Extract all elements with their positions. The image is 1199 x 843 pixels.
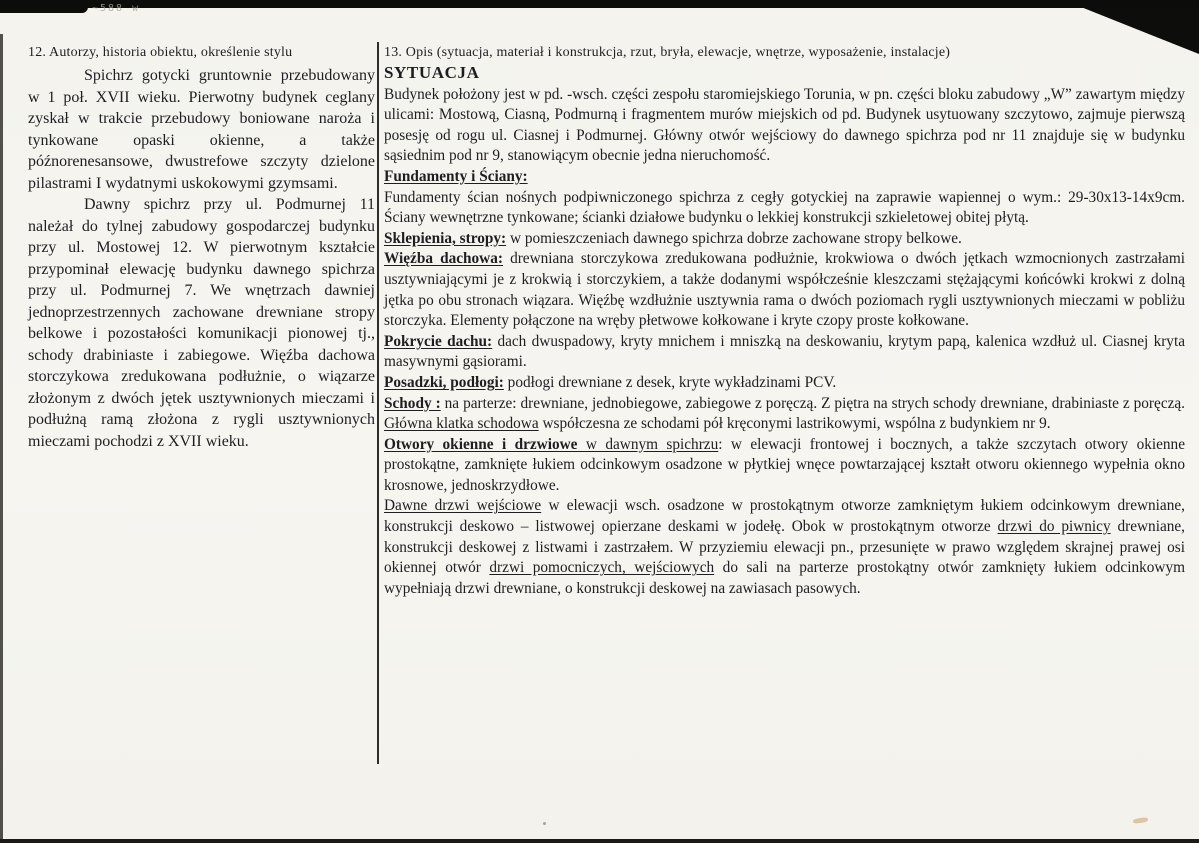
- section-label: Posadzki, podłogi:: [384, 373, 504, 391]
- text-run: współczesna ze schodami pół kręconymi lastrikowymi, wspólna z budynkiem nr 9.: [538, 415, 1051, 433]
- text-run: Fundamenty ścian nośnych podpiwniczonego spichrza z cegły gotyckiej na zaprawie wapiennej o wym.: 29-30x13-14x9cm. Ściany wewnętrzne tynkowane; ścianki działowe budynku o lekkiej konstrukcji szkieletowej obitej płytą.: [384, 188, 1185, 227]
- section-label: Sklepienia, stropy:: [384, 229, 507, 247]
- text-run: Główna klatka schodowa: [384, 415, 539, 433]
- paragraph: [384, 167, 1185, 188]
- section-13-header: 13. Opis (sytuacja, materiał i konstrukcja, rzut, bryła, elewacje, wnętrze, wyposażenie, instalacje): [384, 45, 951, 60]
- scan-edge-top: [0, 0, 1199, 8]
- text-run: drewniane, konstrukcji deskowej z listwami i zastrzałem. W przyziemiu elewacji pn., przesunięte w prawo względem skrajnej prawej osi okiennej otwór: [384, 518, 1185, 577]
- section-label: Otwory okienne i drzwiowe: [384, 435, 578, 453]
- section-label: Pokrycie dachu:: [384, 332, 493, 350]
- paragraph: [384, 332, 1185, 373]
- text-run: : w elewacji frontowej i bocznych, a także szczytach otwory okienne prostokątne, zamknięte łukiem odcinkowym osadzone w płytkiej wnęce powtarzającej kształt otworu okiennego wypełnia okno krosnowe, jednoskrzydłowe.: [384, 435, 1185, 494]
- paragraph: [384, 496, 1185, 599]
- scan-edge-bottom: [0, 839, 1199, 843]
- text-run: SYTUACJA: [384, 63, 480, 82]
- section-label: Schody :: [384, 394, 441, 412]
- pencil-annotation: ~588 w: [92, 3, 141, 14]
- text-run: w pomieszczeniach dawnego spichrza dobrze zachowane stropy belkowe.: [506, 229, 962, 247]
- text-run: Dawne drzwi wejściowe: [384, 497, 542, 515]
- paragraph: [384, 373, 1185, 394]
- section-label: Fundamenty i Ściany:: [384, 167, 528, 185]
- paragraph: [384, 249, 1185, 331]
- paragraph: Dawny spichrz przy ul. Podmurnej 11 należał do tylnej zabudowy gospodarczej budynku przy ul. Mostowej 12. W pierwotnym kształcie przypominał elewację budynku dawnego spichrza przy ul. Podmurnej 7. We wnętrzach dawniej jednoprzestrzennych zachowane drewniane stropy belkowe i pozostałości komunikacji pionowej tj., schody drabiniaste i zabiegowe. Więźba dachowa storczykowa zredukowana podłużnie, o wiązarze złożonym z dwóch jętek usztywnionych mieczami i podłużną ramą złożona z rygli usztywnionych mieczami pochodzi z XVII wieku.: [28, 196, 375, 450]
- section-label: Więźba dachowa:: [384, 250, 503, 268]
- scan-speck: [543, 822, 546, 825]
- section-12-header: 12. Autorzy, historia obiektu, określenie stylu: [28, 45, 293, 60]
- text-run: drzwi do piwnicy: [997, 518, 1111, 536]
- text-run: dach dwuspadowy, kryty mnichem i mniszką na deskowaniu, krytym papą, kalenica wzdłuż ul. Ciasnej kryta masywnymi gąsiorami.: [384, 332, 1185, 371]
- scan-edge-left: [0, 34, 3, 843]
- text-run: drewniana storczykowa zredukowana podłużnie, krokwiowa o dwóch jętkach wzmocnionych zastrzałami usztywniającymi je z krokwią i storczykiem, a także dodanymi współcześnie kleszczami stężającymi końcówki krokwi z dolną jętka po obu stronach wiązara. Więźbę wzdłużnie usztywnia rama o dwóch poziomach rygli usztywnionych mieczami w pobliżu storczyka. Elementy połączone na wręby płetwowe kołkowane i kryte czopy proste kołkowane.: [384, 250, 1185, 330]
- text-run: Budynek położony jest w pd. -wsch. części zespołu staromiejskiego Torunia, w pn. części bloku zabudowy „W” zawartym między ulicami: Mostową, Ciasną, Podmurną i fragmentem murów miejskich od pd. Budynek usytuowany szczytowo, zajmuje pierwszą posesję od rogu ul. Ciasnej i Podmurnej. Główny otwór wejściowy do dawnego spichrza pod nr 11 znajduje się w budynku sąsiednim pod nr 9, stanowiącym obecnie jedna nieruchomość.: [384, 85, 1185, 165]
- scan-smudge: [1133, 817, 1149, 824]
- text-run: podłogi drewniane z desek, kryte wykładzinami PCV.: [503, 373, 837, 391]
- text-run: do sali na parterze prostokątny otwór zamknięty łukiem odcinkowym wypełniają drzwi drewniane, o konstrukcji deskowej na zawiasach pasowych.: [384, 559, 1186, 597]
- paragraph: [384, 394, 1185, 435]
- column-divider-line: [377, 42, 379, 764]
- paragraph: [384, 188, 1185, 229]
- text-run: w dawnym spichrzu: [577, 435, 719, 453]
- text-run: drzwi pomocniczych, wejściowych: [489, 559, 715, 577]
- text-run: w elewacji wsch. osadzone w prostokątnym otworze zamkniętym łukiem odcinkowym drewniane, konstrukcji deskowo – listwowej opierzane deskami w jodełę. Obok w prostokątnym otworze: [384, 497, 1185, 536]
- scan-edge-top-left: [0, 0, 88, 13]
- section-12-body: [28, 65, 375, 452]
- paragraph: Spichrz gotycki gruntownie przebudowany w 1 poł. XVII wieku. Pierwotny budynek ceglany zyskał w trakcie przebudowy boniowane naroża i tynkowane opaski okienne, a także późnorenesansowe, dwustrefowe szczyty dzielone pilastrami I wydatnymi uskokowymi gzymsami.: [28, 67, 375, 192]
- paragraph: [384, 229, 1185, 250]
- paragraph: [384, 435, 1185, 497]
- section-13-description-column: [384, 44, 1185, 599]
- paragraph: [384, 85, 1185, 167]
- section-13-body: [384, 63, 1185, 599]
- paragraph: [384, 63, 1185, 85]
- section-12-history-column: [28, 44, 375, 452]
- text-run: na parterze: drewniane, jednobiegowe, zabiegowe z poręczą. Z piętra na strych schody drewniane, drabiniaste z poręczą.: [440, 394, 1186, 412]
